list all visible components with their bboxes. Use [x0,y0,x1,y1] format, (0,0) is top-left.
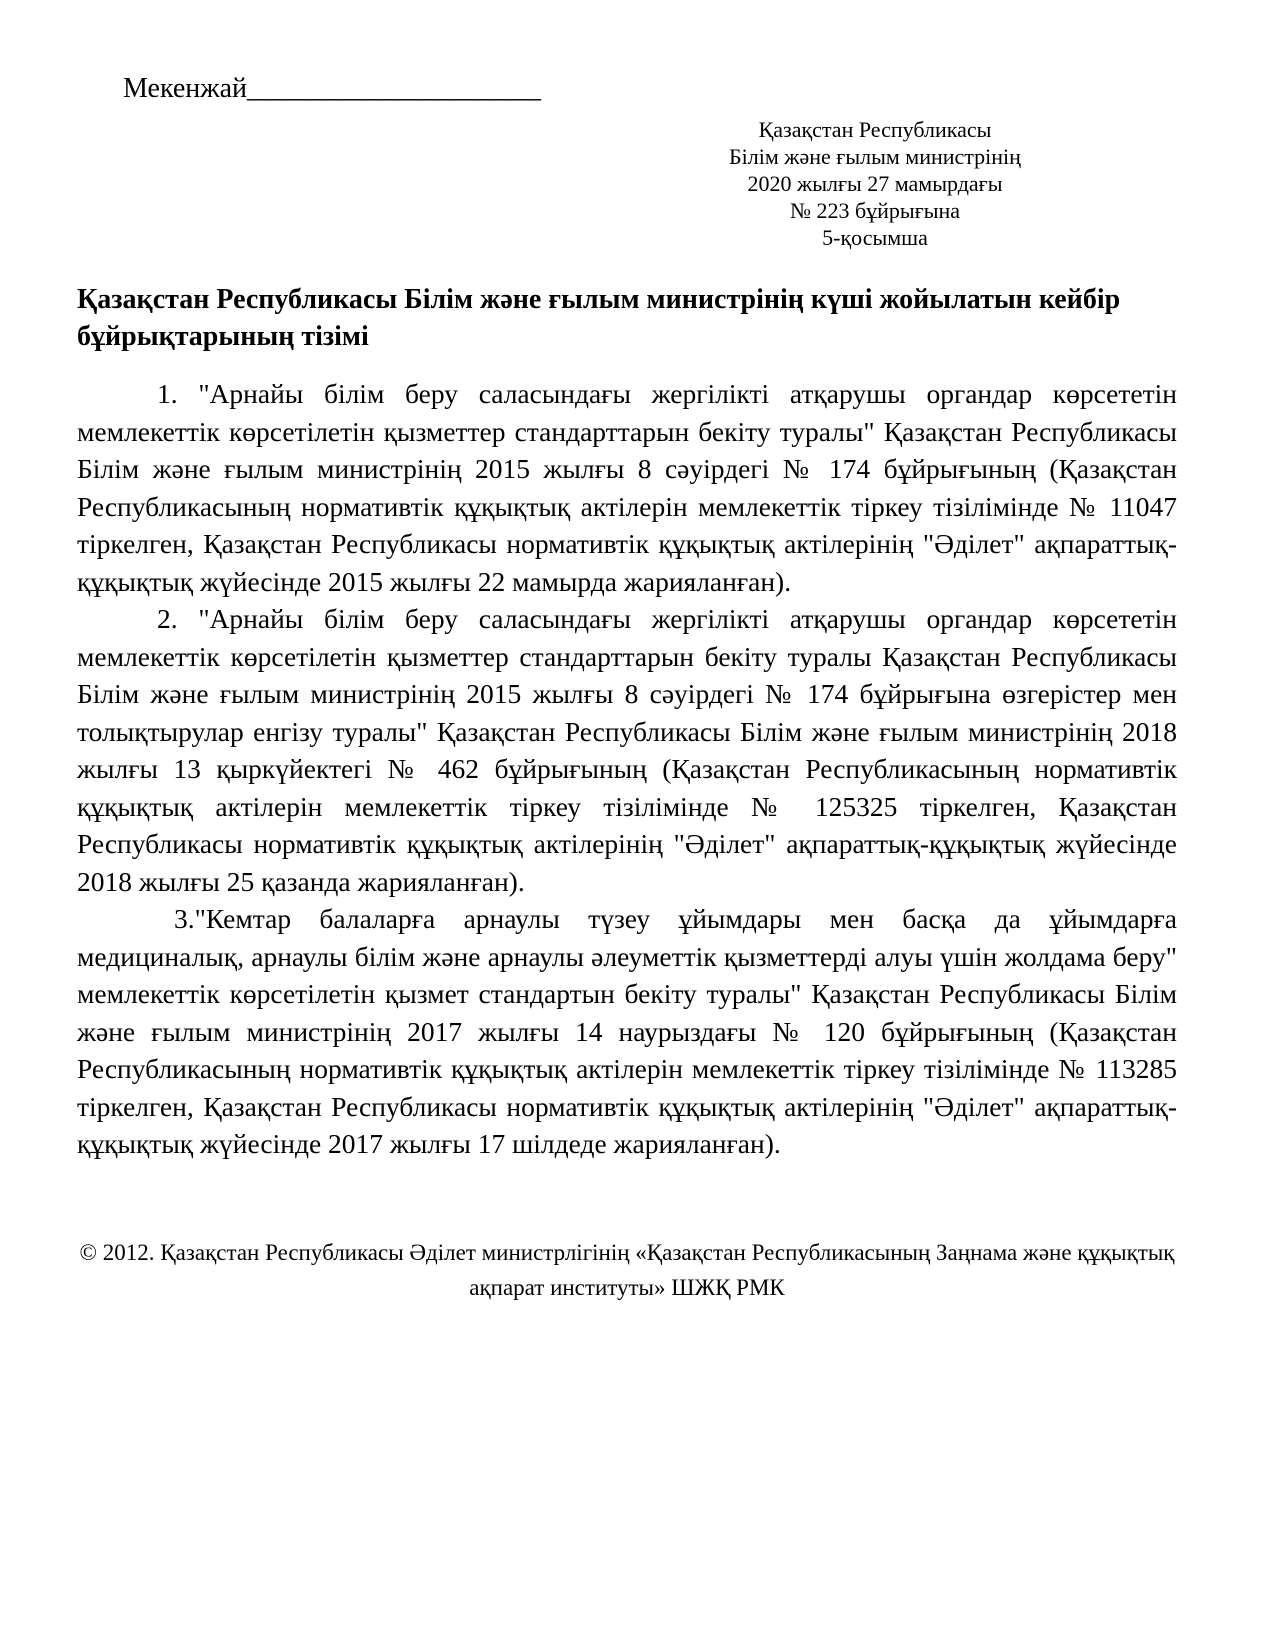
approval-line-order-number: № 223 бұйрығына [789,198,961,223]
page-title: Қазақстан Республикасы Білім және ғылым министрінің күші жойылатын кейбір бұйрықтарының тізімі [77,284,1121,352]
approval-line-country: Қазақстан Республикасы [758,117,992,142]
copyright-footer: © 2012. Қазақстан Республикасы Әділет министрлігінің «Қазақстан Республикасының Заңнама және құқықтық ақпарат институты» ШЖҚ РМК [79,1239,1175,1300]
paragraph-item-1: 1. "Арнайы білім беру саласындағы жергілікті атқарушы органдар көрсететін мемлекеттік көрсетілетін қызметтер стандарттарын бекіту туралы" Қазақстан Республикасы Білім және ғылым министрінің 2015 жылғы 8 сәуірдегі № 174 бұйрығының (Қазақстан Республикасының нормативтік құқықтық актілерін мемлекеттік тіркеу тізілімінде № 11047 тіркелген, Қазақстан Республикасы нормативтік құқықтық актілерінің "Әділет" ақпараттық-құқықтық жүйесінде 2015 жылғы 22 мамырда жарияланған). [77,378,1177,597]
address-blank-line: Мекенжай_____________________ [123,73,542,104]
approval-block [685,116,1065,251]
approval-line-date: 2020 жылғы 27 мамырдағы [747,171,1003,196]
paragraph-item-2: 2. "Арнайы білім беру саласындағы жергілікті атқарушы органдар көрсететін мемлекеттік көрсетілетін қызметтер стандарттарын бекіту туралы Қазақстан Республикасы Білім және ғылым министрінің 2015 жылғы 8 сәуірдегі № 174 бұйрығына өзгерістер мен толықтырулар енгізу туралы" Қазақстан Республикасы Білім және ғылым министрінің 2018 жылғы 13 қыркүйектегі № 462 бұйрығының (Қазақстан Республикасының нормативтік құқықтық актілерін мемлекеттік тіркеу тізілімінде № 125325 тіркелген, Қазақстан Республикасы нормативтік құқықтық актілерінің "Әділет" ақпараттық-құқықтық жүйесінде 2018 жылғы 25 қазанда жарияланған). [77,603,1177,897]
approval-line-minister: Білім және ғылым министрінің [729,144,1021,169]
approval-line-appendix: 5-қосымша [822,225,928,250]
paragraph-item-3: 3."Кемтар балаларға арнаулы түзеу ұйымдары мен басқа да ұйымдарға медициналық, арнаулы білім және арнаулы әлеуметтік қызметтерді алуы үшін жолдама беру" мемлекеттік көрсетілетін қызмет стандартын бекіту туралы" Қазақстан Республикасы Білім және ғылым министрінің 2017 жылғы 14 наурыздағы № 120 бұйрығының (Қазақстан Республикасының нормативтік құқықтық актілерін мемлекеттік тіркеу тізілімінде № 113285 тіркелген, Қазақстан Республикасы нормативтік құқықтық актілерінің "Әділет" ақпараттық-құқықтық жүйесінде 2017 жылғы 17 шілдеде жарияланған). [77,903,1177,1159]
